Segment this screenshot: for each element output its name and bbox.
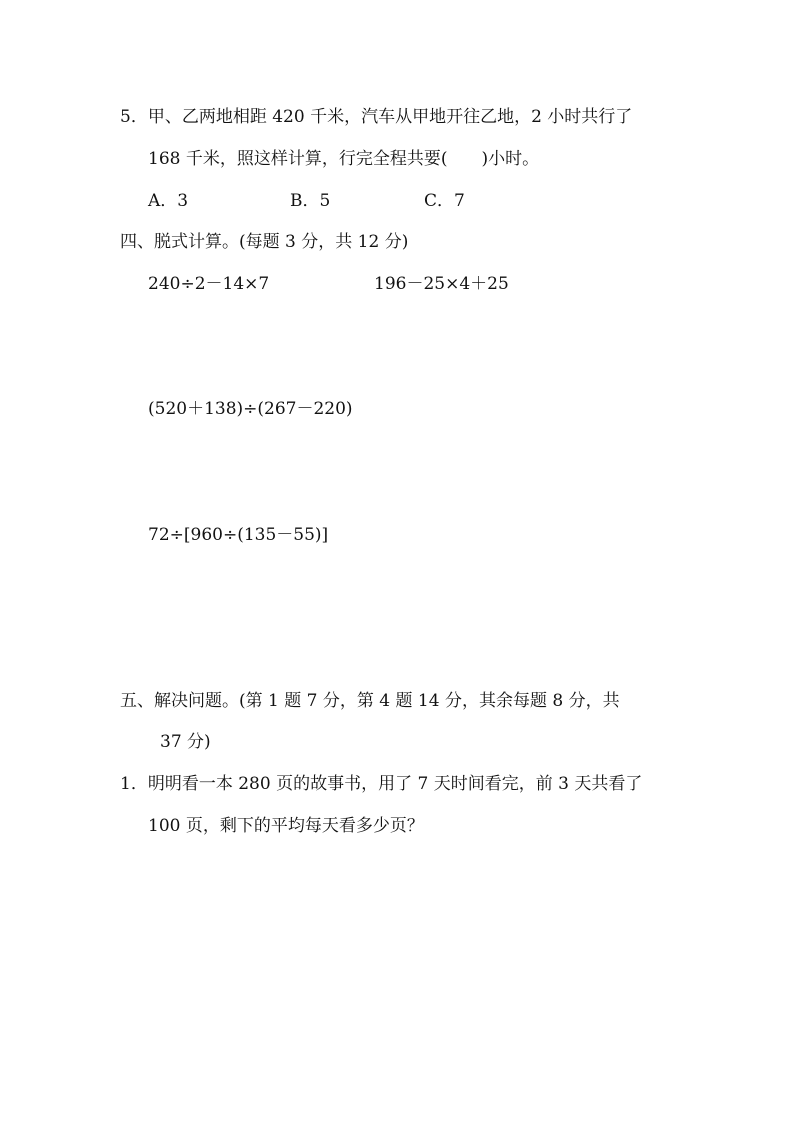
question-5-option-b: B．5 [290,191,331,211]
problem-1-text-line-1: 1．明明看一本 280 页的故事书，用了 7 天时间看完，前 3 天共看了 [120,774,643,794]
section-5-heading-line-2: 37 分) [160,732,211,752]
problem-1-text-line-2: 100 页，剩下的平均每天看多少页？ [148,816,424,836]
question-5-option-a: A．3 [148,191,189,211]
question-5-option-c: C．7 [424,191,465,211]
calculation-item-4: 72÷[960÷(135－55)] [148,525,329,545]
question-5-text-line-2: 168 千米，照这样计算，行完全程共要( )小时。 [148,149,540,169]
section-4-heading: 四、脱式计算。(每题 3 分，共 12 分) [120,232,409,252]
question-5-text-line-1: 5．甲、乙两地相距 420 千米，汽车从甲地开往乙地，2 小时共行了 [120,107,633,127]
calculation-item-1: 240÷2－14×7 [148,274,270,294]
calculation-item-2: 196－25×4＋25 [374,274,509,294]
calculation-item-3: (520＋138)÷(267－220) [148,399,353,419]
section-5-heading-line-1: 五、解决问题。(第 1 题 7 分，第 4 题 14 分，其余每题 8 分，共 [120,691,620,711]
